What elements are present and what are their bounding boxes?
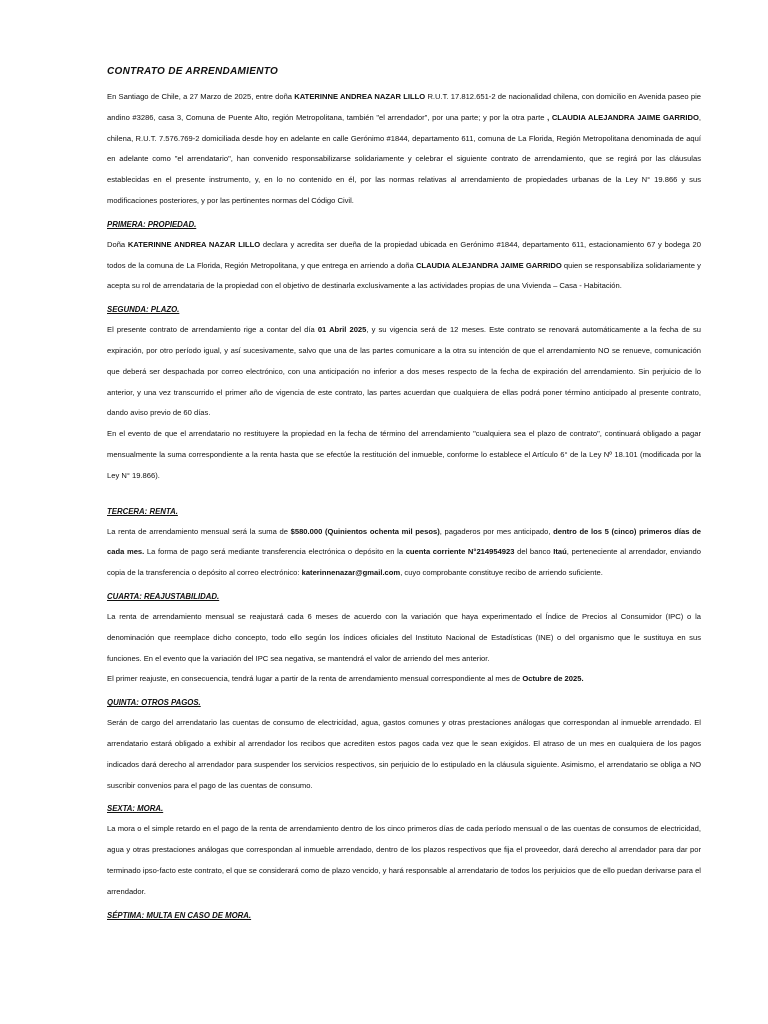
- text-run: , y su vigencia será de 12 meses. Este contrato se renovará automáticamente a la fecha de su expiración, por otro período igual, y así sucesivamente, salvo que una de las partes comunicare a la otra su intención de que el arrendamiento NO se renueve, comunicación que deberá ser despachada por correo electrónico, con una anticipación no inferior a dos meses respecto de la fecha de expiración del arrendamiento. Sin perjuicio de lo anterior, y una vez transcurrido el primer año de vigencia de este contrato, las partes acuerdan que cualquiera de ellas podrá poner término anticipado al presente contrato, dando aviso previo de 60 días.: [107, 325, 702, 418]
- text-run: En Santiago de Chile, a 27 Marzo de 2025, entre doña: [107, 92, 295, 101]
- clause-paragraph: [107, 607, 701, 669]
- clause-heading: SÉPTIMA: MULTA EN CASO DE MORA.: [107, 910, 252, 920]
- text-run: declara y acredita ser dueña de la propiedad ubicada en Gerónimo #1844, departamento 611, estacionamiento 67 y bodega 20 todos de la comuna de La Florida, Región Metropolitana, y que entrega en arriendo a doña: [107, 239, 702, 270]
- bold-text-run: katerinnenazar@gmail.com: [301, 568, 401, 578]
- clause-paragraph: [107, 713, 701, 796]
- bold-text-run: cuenta corriente N°214954923: [405, 547, 515, 557]
- clause-paragraph: [107, 424, 701, 486]
- text-run: R.U.T. 17.812.651-2 de nacionalidad chilena, con domicilio en Avenida paseo pie andino #3286, casa 3, Comuna de Puente Alto, región Metropolitana, también "el arrendador", por una parte; y por la otra parte: [107, 92, 701, 122]
- document-title: CONTRATO DE ARRENDAMIENTO: [107, 66, 279, 77]
- text-run: del banco: [514, 547, 554, 557]
- intro-paragraph: [107, 87, 701, 212]
- text-run: , chilena, R.U.T. 7.576.769-2 domiciliada desde hoy en adelante en calle Gerónimo #1844, departamento 611, comuna de La Florida, Región Metropolitana denominada de aquí en adelante como "el arrendatario", han convenido responsabilizarse solidariamente y celebrar el siguiente contrato de arrendamiento, que se regirá por las cláusulas establecidas en el presente instrumento, y, en lo no contenido en él, por las normas relativas al arrendamiento de propiedades urbanas de la Ley N° 19.866 y sus modificaciones posteriores, y por las pertinentes normas del Código Civil.: [107, 112, 701, 205]
- text-run: quien se responsabiliza solidariamente y acepta su rol de arrendataria de la propiedad con el objetivo de destinarla exclusivamente a las actividades propias de una Vivienda – Casa - Habitación.: [107, 260, 701, 291]
- clause-heading: SEXTA: MORA.: [107, 804, 164, 814]
- text-run: La mora o el simple retardo en el pago de la renta de arrendamiento dentro de los cinco primeros días de cada período mensual o de las cuentas de consumos de electricidad, agua y otras prestaciones análogas que correspondan al inmueble arrendado, dentro de los plazos respectivos que fija el proveedor, dará derecho al arrendador para dar por terminado ipso-facto este contrato, el que se considerará como de plazo vencido, y hará responsable al arrendatario de todos los perjuicios que de ello puedan derivarse para el arrendador.: [107, 824, 701, 896]
- text-run: El presente contrato de arrendamiento rige a contar del día: [107, 325, 318, 335]
- bold-text-run: dentro de los 5 (cinco) primeros días de cada mes.: [107, 526, 701, 557]
- clause-paragraph: [107, 235, 701, 297]
- text-run: , perteneciente al arrendador, enviando copia de la transferencia o depósito al correo electrónico:: [107, 547, 701, 578]
- bold-text-run: KATERINNE ANDREA NAZAR LILLO: [294, 92, 426, 101]
- text-run: La forma de pago será mediante transferencia electrónica o depósito en la: [144, 547, 406, 557]
- text-run: La renta de arrendamiento mensual se reajustará cada 6 meses de acuerdo con la variación que haya experimentado el Índice de Precios al Consumidor (IPC) o la denominación que reemplace dicho concepto, todo ello según los índices oficiales del Instituto Nacional de Estadísticas (INE) o del organismo que le sustituya en sus funciones. En el evento que la variación del IPC sea negativa, se mantendrá el valor de arriendo del mes anterior.: [107, 611, 701, 663]
- bold-text-run: Octubre de 2025.: [522, 674, 584, 684]
- bold-text-run: 01 Abril 2025: [317, 325, 367, 335]
- clause-heading: SEGUNDA: PLAZO.: [107, 305, 180, 315]
- text-run: La renta de arrendamiento mensual será la suma de: [107, 526, 291, 536]
- bold-text-run: , CLAUDIA ALEJANDRA JAIME GARRIDO: [547, 112, 699, 122]
- section-spacer: [107, 487, 701, 499]
- bold-text-run: KATERINNE ANDREA NAZAR LILLO: [127, 239, 261, 249]
- text-run: El primer reajuste, en consecuencia, tendrá lugar a partir de la renta de arrendamiento mensual correspondiente al mes de: [107, 674, 523, 684]
- contract-document: [107, 66, 701, 926]
- text-run: Serán de cargo del arrendatario las cuentas de consumo de electricidad, agua, gastos comunes y otras prestaciones análogas que correspondan al inmueble arrendado. El arrendatario estará obligado a exhibir al arrendador los recibos que acrediten estos pagos cada vez que le sean exigidos. El atraso de un mes en cualquiera de los pagos indicados dará derecho al arrendador para suspender los servicios respectivos, sin perjuicio de lo estipulado en la cláusula siguiente. Asimismo, el arrendatario se obliga a NO suscribir convenios para el pago de las cuentas de consumo.: [107, 718, 701, 790]
- text-run: , pagaderos por mes anticipado,: [439, 526, 554, 536]
- clause-heading: PRIMERA: PROPIEDAD.: [107, 219, 197, 229]
- clause-heading: QUINTA: OTROS PAGOS.: [107, 698, 201, 708]
- clause-paragraph: [107, 819, 701, 902]
- text-run: Doña: [107, 239, 128, 249]
- clause-paragraph: [107, 320, 701, 424]
- clause-paragraph: [107, 522, 701, 584]
- text-run: , cuyo comprobante constituye recibo de arriendo suficiente.: [400, 568, 603, 578]
- bold-text-run: $580.000 (Quinientos ochenta mil pesos): [290, 526, 440, 536]
- bold-text-run: CLAUDIA ALEJANDRA JAIME GARRIDO: [415, 260, 562, 270]
- bold-text-run: Itaú: [553, 547, 567, 557]
- clauses-container: [107, 215, 701, 926]
- text-run: En el evento de que el arrendatario no restituyere la propiedad en la fecha de término del arrendamiento "cualquiera sea el plazo de contrato", continuará obligado a pagar mensualmente la suma correspondiente a la renta hasta que se efectúe la restitución del inmueble, conforme lo establece el Artículo 6° de la Ley Nº 18.101 (modificada por la Ley N° 19.866).: [107, 429, 701, 480]
- clause-heading: TERCERA: RENTA.: [107, 506, 178, 516]
- clause-heading: CUARTA: REAJUSTABILIDAD.: [107, 591, 220, 601]
- clause-paragraph: [107, 669, 701, 690]
